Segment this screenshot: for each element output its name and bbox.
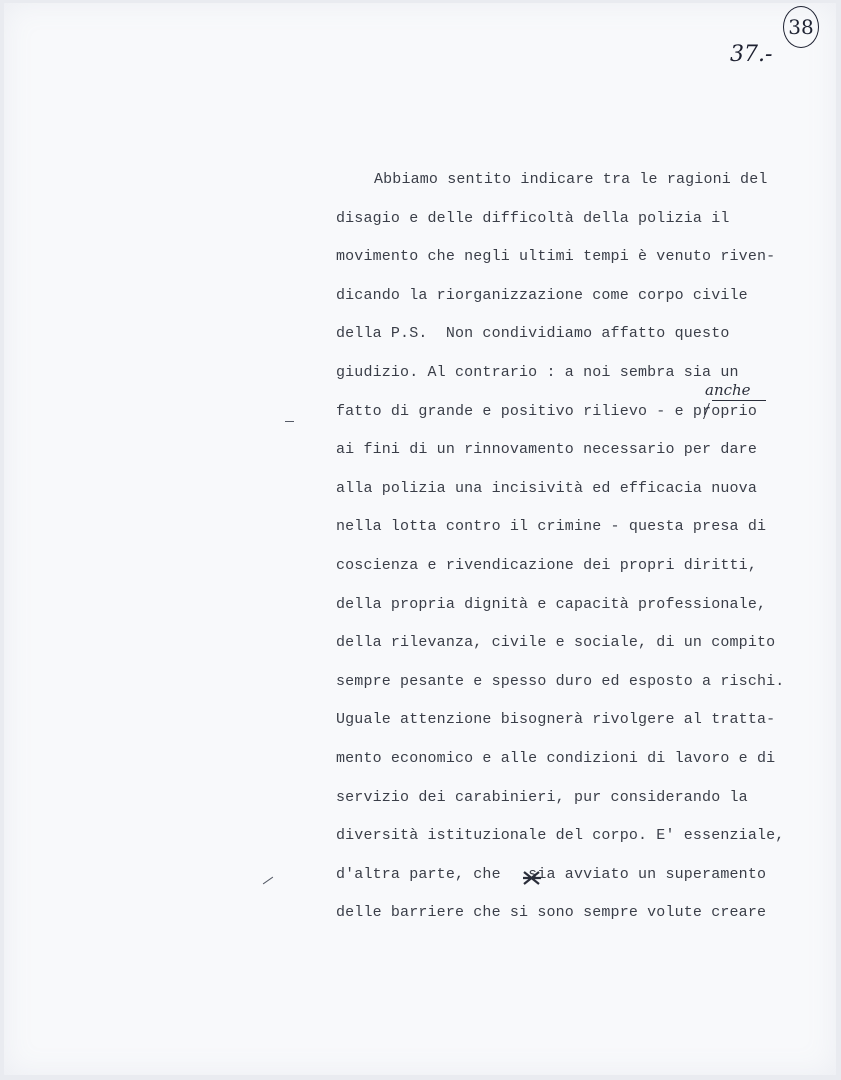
archive-number: 38	[788, 15, 814, 39]
text-line: mento economico e alle condizioni di lavoro e di	[336, 749, 776, 767]
handwritten-insertion: anche	[705, 381, 751, 399]
text-line: della rilevanza, civile e sociale, di un compito	[336, 634, 776, 652]
text-line: della P.S. Non condividiamo affatto questo	[336, 325, 730, 343]
text-line: diversità istituzionale del corpo. E' essenziale,	[336, 827, 785, 845]
text-line: nella lotta contro il crimine - questa presa di	[336, 518, 767, 536]
text-line: della propria dignità e capacità professionale,	[336, 595, 767, 613]
text-line: fatto di grande e positivo rilievo - e proprio	[336, 402, 757, 420]
text-line: alla polizia una incisività ed efficacia nuova	[336, 479, 757, 497]
text-line: d'altra parte, che sia avviato un superamento	[336, 865, 767, 883]
text-line: coscienza e rivendicazione dei propri diritti,	[336, 556, 757, 574]
text-line: Uguale attenzione bisognerà rivolgere al tratta-	[336, 711, 776, 729]
text-line: Abbiamo sentito indicare tra le ragioni del	[374, 171, 768, 188]
text-line: delle barriere che si sono sempre volute creare	[336, 904, 767, 922]
text-line: disagio e delle difficoltà della polizia il	[336, 209, 730, 227]
text-line: movimento che negli ultimi tempi è venuto riven-	[336, 248, 776, 266]
text-line: ai fini di un rinnovamento necessario per dare	[336, 441, 757, 459]
strikethrough-mark	[521, 868, 543, 888]
insertion-overline	[712, 400, 766, 401]
typewritten-text	[336, 165, 836, 937]
archive-number-circle	[783, 6, 819, 48]
page-number: 37.-	[730, 42, 773, 67]
text-line: sempre pesante e spesso duro ed esposto a rischi.	[336, 672, 785, 690]
text-line: dicando la riorganizzazione come corpo civile	[336, 286, 748, 304]
text-line: servizio dei carabinieri, pur considerando la	[336, 788, 748, 806]
margin-mark	[285, 421, 294, 422]
text-line: giudizio. Al contrario : a noi sembra sia un	[336, 363, 739, 381]
